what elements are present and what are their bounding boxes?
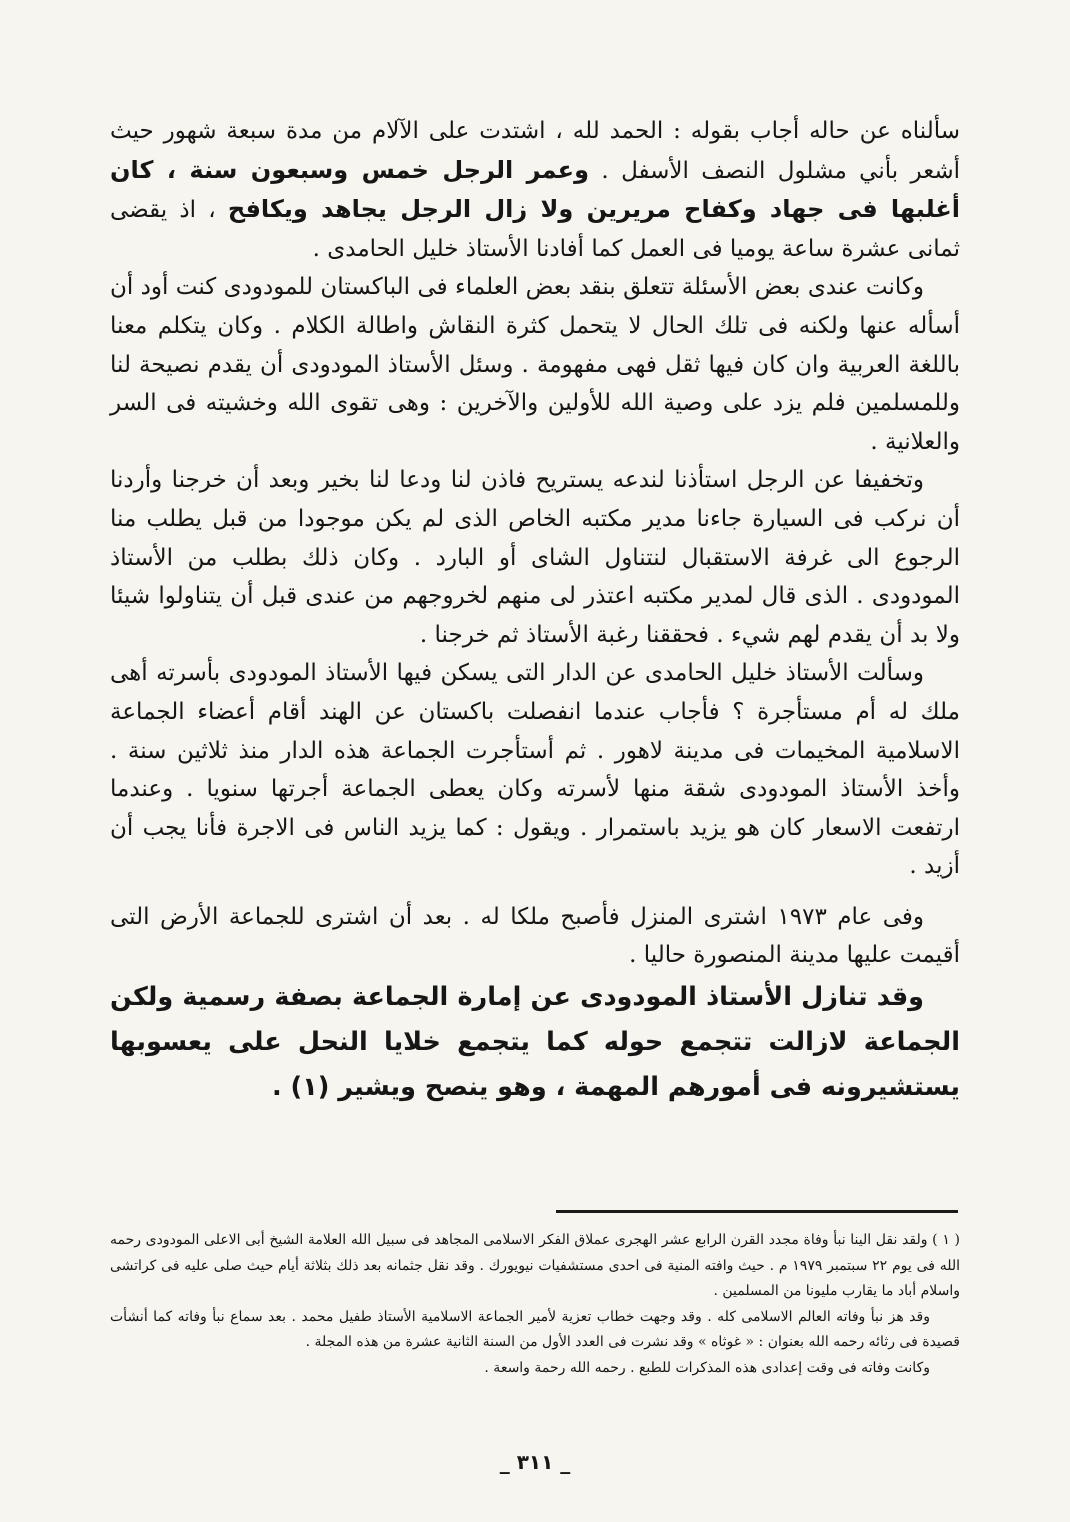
footnote-3: وكانت وفاته فى وقت إعدادى هذه المذكرات للطبع . رحمه الله رحمة واسعة . bbox=[484, 1359, 930, 1376]
footnote-1: ( ١ ) ولقد نقل الينا نبأ وفاة مجدد القرن الرابع عشر الهجرى عملاق الفكر الاسلامى المجاهد فى سبيل الله العلامة الشيخ أبى الاعلى المودودى رحمه الله فى يوم ٢٢ سبتمبر ١٩٧٩ م . حيث وافته المنية فى احدى مستشفيات نيويورك . وقد نقل جثمانه بعد ذلك بثلاثة أيام حيث صلى عليه فى كراتشى واسلام أباد ما يقارب مليونا من المسلمين . bbox=[110, 1232, 961, 1299]
paragraph-3-text: وتخفيفا عن الرجل استأذنا لندعه يستريح فاذن لنا ودعا لنا بخير وبعد أن خرجنا وأردنا أن نركب فى السيارة جاءنا مدير مكتبه الخاص الذى لم يكن موجودا من قبل يطلب منا الرجوع الى غرفة الاستقبال لنتناول الشاى أو البارد . وكان ذلك بطلب من الأستاذ المودودى . الذى قال لمدير مكتبه اعتذر لى منهم لخروجهم من عندى قبل أن يتناولوا شيئا ولا بد أن يقدم لهم شيء . فحققنا رغبة الأستاذ ثم خرجنا . bbox=[110, 467, 960, 648]
footnote-divider bbox=[556, 1210, 958, 1213]
paragraph-6-text: وقد تنازل الأستاذ المودودى عن إمارة الجماعة بصفة رسمية ولكن الجماعة لازالت تتجمع حوله كما يتجمع خلايا النحل على يعسوبها يستشيرونه فى أمورهم المهمة ، وهو ينصح ويشير (١) . bbox=[110, 982, 960, 1103]
paragraph-5 bbox=[110, 898, 960, 975]
paragraph-4-text: وسألت الأستاذ خليل الحامدى عن الدار التى يسكن فيها الأستاذ المودودى بأسرته أهى ملك له أم مستأجرة ؟ فأجاب عندما انفصلت باكستان عن الهند أقام أعضاء الجماعة الاسلامية المخيمات فى مدينة لاهور . ثم أستأجرت الجماعة هذه الدار منذ ثلاثين سنة . وأخذ الأستاذ المودودى شقة منها لأسرته وكان يعطى الجماعة أجرتها سنويا . وعندما ارتفعت الاسعار كان هو يزيد باستمرار . ويقول : كما يزيد الناس فى الاجرة فأنا يجب أن أزيد . bbox=[110, 660, 960, 880]
paragraph-1-bold-part: وعمر الرجل خمس وسبعون سنة ، كان أغلبها فى جهاد وكفاح مريرين ولا زال الرجل يجاهد ويكافح bbox=[110, 155, 960, 224]
paragraph-4 bbox=[110, 654, 960, 886]
footnote-2: وقد هز نبأ وفاته العالم الاسلامى كله . وقد وجهت خطاب تعزية لأمير الجماعة الاسلامية الأستاذ طفيل محمد . بعد سماع نبأ وفاته كما أنشأت قصيدة فى رثائه رحمه الله بعنوان : « غوثاه » وقد نشرت فى العدد الأول من السنة الثانية عشرة من هذه المجلة . bbox=[110, 1308, 960, 1350]
paragraph-1-part-3: ، اذ يقضى ثمانى عشرة ساعة يوميا فى العمل كما أفادنا الأستاذ خليل الحامدى . bbox=[110, 197, 960, 262]
paragraph-1 bbox=[110, 112, 960, 268]
page-number: _ ٣١١ _ bbox=[499, 1450, 571, 1474]
paragraph-1-part-1: سألناه عن حاله أجاب بقوله : الحمد لله ، اشتدت على الآلام من مدة سبعة شهور حيث أشعر بأني مشلول النصف الأسفل . bbox=[110, 118, 960, 184]
main-text bbox=[110, 112, 960, 1110]
paragraph-3 bbox=[110, 461, 960, 654]
paragraph-2-text: وكانت عندى بعض الأسئلة تتعلق بنقد بعض العلماء فى الباكستان للمودودى كنت أود أن أسأله عنها ولكنه فى تلك الحال لا يتحمل كثرة النقاش واطالة الكلام . وكان يتكلم معنا باللغة العربية وان كان فيها ثقل فهى مفهومة . وسئل الأستاذ المودودى أن يقدم نصيحة لنا وللمسلمين فلم يزد على وصية الله للأولين والآخرين : وهى تقوى الله وخشيته فى السر والعلانية . bbox=[110, 274, 960, 455]
paragraph-5-text: وفى عام ١٩٧٣ اشترى المنزل فأصبح ملكا له . بعد أن اشترى للجماعة الأرض التى أقيمت عليها مدينة المنصورة حاليا . bbox=[110, 903, 960, 969]
paragraph-2 bbox=[110, 268, 960, 461]
footnotes bbox=[110, 1228, 960, 1381]
paragraph-6 bbox=[110, 975, 960, 1110]
